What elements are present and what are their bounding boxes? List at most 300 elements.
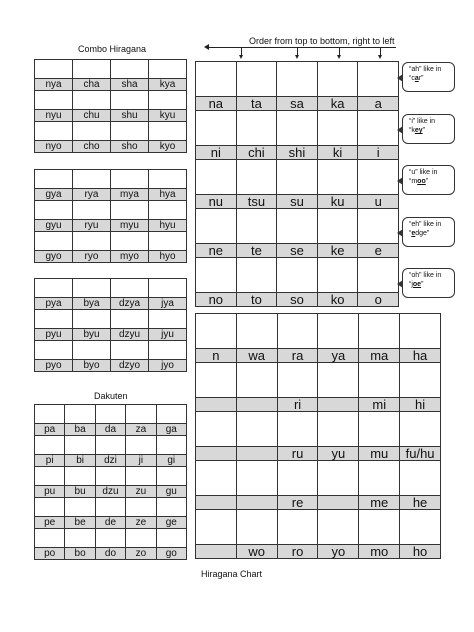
romaji-cell: he	[400, 496, 441, 510]
romaji-cell: te	[236, 244, 277, 258]
blank-cell	[277, 363, 318, 398]
romaji-cell: so	[277, 293, 318, 307]
romaji-cell: myu	[111, 220, 149, 232]
blank-cell	[277, 111, 318, 146]
blank-cell	[111, 60, 149, 79]
blank-cell	[359, 412, 400, 447]
romaji-row	[35, 548, 187, 560]
blank-cell	[317, 258, 358, 293]
romaji-cell: o	[358, 293, 399, 307]
romaji-cell: cha	[73, 79, 111, 91]
romaji-cell	[196, 545, 237, 559]
romaji-row	[196, 293, 399, 307]
romaji-cell: pyu	[35, 329, 73, 341]
blank-cell	[95, 436, 125, 455]
blank-cell	[149, 279, 187, 298]
bubble-pointer	[397, 126, 403, 134]
romaji-cell: myo	[111, 251, 149, 263]
romaji-cell: pyo	[35, 360, 73, 372]
romaji-cell: ji	[126, 455, 156, 467]
romaji-row	[196, 195, 399, 209]
blank-row	[35, 498, 187, 517]
blank-cell	[236, 62, 277, 97]
blank-cell	[35, 405, 65, 424]
romaji-cell: pa	[35, 424, 65, 436]
blank-cell	[65, 436, 95, 455]
blank-cell	[196, 363, 237, 398]
blank-row	[35, 310, 187, 329]
romaji-cell: byo	[73, 360, 111, 372]
blank-cell	[65, 529, 95, 548]
romaji-cell: gya	[35, 189, 73, 201]
blank-row	[196, 461, 441, 496]
romaji-cell: wa	[236, 349, 277, 363]
romaji-row	[35, 110, 187, 122]
romaji-cell: sa	[277, 97, 318, 111]
blank-row	[35, 279, 187, 298]
romaji-row	[35, 189, 187, 201]
blank-row	[35, 529, 187, 548]
romaji-cell: jya	[149, 298, 187, 310]
romaji-cell: jyo	[149, 360, 187, 372]
romaji-cell: mo	[359, 545, 400, 559]
romaji-cell: nyu	[35, 110, 73, 122]
romaji-cell	[236, 447, 277, 461]
romaji-cell	[196, 398, 237, 412]
romaji-cell: chu	[73, 110, 111, 122]
romaji-cell: zu	[126, 486, 156, 498]
romaji-row	[196, 244, 399, 258]
blank-cell	[400, 510, 441, 545]
romaji-cell: ra	[277, 349, 318, 363]
blank-cell	[318, 412, 359, 447]
romaji-cell: ke	[317, 244, 358, 258]
blank-cell	[111, 232, 149, 251]
romaji-cell: bya	[73, 298, 111, 310]
blank-row	[196, 160, 399, 195]
blank-cell	[65, 405, 95, 424]
blank-cell	[35, 310, 73, 329]
blank-row	[35, 232, 187, 251]
blank-cell	[196, 160, 237, 195]
note-text-end: ”	[421, 281, 424, 288]
blank-cell	[73, 60, 111, 79]
romaji-row	[35, 455, 187, 467]
blank-cell	[400, 314, 441, 349]
blank-cell	[73, 170, 111, 189]
blank-cell	[149, 122, 187, 141]
blank-cell	[196, 510, 237, 545]
blank-cell	[149, 201, 187, 220]
romaji-cell: be	[65, 517, 95, 529]
blank-cell	[73, 310, 111, 329]
blank-cell	[65, 467, 95, 486]
romaji-cell: mya	[111, 189, 149, 201]
blank-cell	[196, 258, 237, 293]
note-text-end: ”	[425, 178, 429, 185]
romaji-cell	[318, 496, 359, 510]
blank-cell	[359, 461, 400, 496]
blank-cell	[236, 510, 277, 545]
blank-cell	[236, 209, 277, 244]
blank-cell	[35, 201, 73, 220]
blank-cell	[277, 62, 318, 97]
romaji-cell: su	[277, 195, 318, 209]
romaji-cell: hyo	[149, 251, 187, 263]
romaji-row	[35, 141, 187, 153]
blank-cell	[318, 510, 359, 545]
blank-cell	[277, 160, 318, 195]
note-text: “oh” like in “j	[409, 272, 442, 288]
romaji-row	[35, 298, 187, 310]
romaji-cell: do	[95, 548, 125, 560]
romaji-cell: ro	[277, 545, 318, 559]
vowel-note-bubble	[402, 114, 455, 144]
romaji-row	[196, 398, 441, 412]
romaji-cell: shu	[111, 110, 149, 122]
blank-cell	[35, 436, 65, 455]
romaji-cell: shi	[277, 146, 318, 160]
blank-row	[196, 510, 441, 545]
blank-cell	[358, 209, 399, 244]
romaji-cell: de	[95, 517, 125, 529]
blank-cell	[317, 209, 358, 244]
romaji-cell: dzyo	[111, 360, 149, 372]
blank-cell	[196, 209, 237, 244]
romaji-cell: jyu	[149, 329, 187, 341]
blank-cell	[277, 461, 318, 496]
blank-cell	[35, 170, 73, 189]
romaji-cell: yu	[318, 447, 359, 461]
blank-row	[35, 467, 187, 486]
blank-row	[196, 209, 399, 244]
blank-cell	[111, 91, 149, 110]
blank-cell	[73, 279, 111, 298]
blank-cell	[35, 529, 65, 548]
romaji-cell: pe	[35, 517, 65, 529]
second-table	[195, 313, 441, 559]
romaji-cell: gyo	[35, 251, 73, 263]
romaji-cell: na	[196, 97, 237, 111]
blank-cell	[111, 122, 149, 141]
romaji-cell: to	[236, 293, 277, 307]
blank-cell	[35, 60, 73, 79]
note-text: “eh” like in “	[409, 221, 442, 237]
romaji-cell: mu	[359, 447, 400, 461]
romaji-cell	[236, 398, 277, 412]
romaji-cell: gyu	[35, 220, 73, 232]
romaji-cell: mi	[359, 398, 400, 412]
combo-table-1	[34, 59, 187, 153]
blank-cell	[277, 209, 318, 244]
blank-cell	[277, 314, 318, 349]
blank-cell	[277, 510, 318, 545]
combo-table-3	[34, 278, 187, 372]
romaji-cell: dzya	[111, 298, 149, 310]
blank-cell	[196, 111, 237, 146]
blank-row	[196, 62, 399, 97]
blank-cell	[65, 498, 95, 517]
blank-cell	[35, 498, 65, 517]
romaji-cell: po	[35, 548, 65, 560]
blank-row	[196, 314, 441, 349]
blank-cell	[156, 436, 186, 455]
dakuten-heading: Dakuten	[94, 391, 128, 401]
bubble-pointer	[397, 229, 403, 237]
blank-cell	[149, 60, 187, 79]
romaji-cell	[196, 496, 237, 510]
romaji-cell	[236, 496, 277, 510]
blank-cell	[156, 467, 186, 486]
blank-row	[35, 91, 187, 110]
romaji-cell: ri	[277, 398, 318, 412]
romaji-cell: u	[358, 195, 399, 209]
romaji-row	[196, 349, 441, 363]
romaji-cell: hyu	[149, 220, 187, 232]
romaji-row	[35, 251, 187, 263]
blank-cell	[359, 363, 400, 398]
romaji-cell: cho	[73, 141, 111, 153]
blank-row	[35, 170, 187, 189]
romaji-row	[196, 496, 441, 510]
chart-title: Hiragana Chart	[201, 569, 263, 579]
blank-cell	[111, 341, 149, 360]
blank-cell	[73, 91, 111, 110]
romaji-cell: byu	[73, 329, 111, 341]
blank-cell	[358, 62, 399, 97]
romaji-cell: ho	[400, 545, 441, 559]
blank-cell	[149, 91, 187, 110]
note-emphasis: a	[414, 75, 419, 82]
blank-cell	[236, 314, 277, 349]
blank-cell	[318, 461, 359, 496]
romaji-cell: ko	[317, 293, 358, 307]
romaji-cell: ru	[277, 447, 318, 461]
romaji-cell: sho	[111, 141, 149, 153]
romaji-cell: se	[277, 244, 318, 258]
vowel-note-bubble	[402, 165, 455, 195]
romaji-cell: e	[358, 244, 399, 258]
blank-cell	[236, 412, 277, 447]
romaji-row	[35, 424, 187, 436]
romaji-row	[196, 97, 399, 111]
blank-cell	[156, 405, 186, 424]
romaji-row	[35, 79, 187, 91]
romaji-cell: bi	[65, 455, 95, 467]
blank-row	[35, 201, 187, 220]
blank-cell	[318, 363, 359, 398]
romaji-cell: chi	[236, 146, 277, 160]
romaji-cell: ne	[196, 244, 237, 258]
romaji-row	[35, 360, 187, 372]
romaji-cell: rya	[73, 189, 111, 201]
blank-cell	[400, 363, 441, 398]
blank-cell	[236, 160, 277, 195]
romaji-cell: i	[358, 146, 399, 160]
bubble-pointer	[397, 280, 403, 288]
romaji-cell: re	[277, 496, 318, 510]
romaji-cell: wo	[236, 545, 277, 559]
romaji-cell: gi	[156, 455, 186, 467]
blank-cell	[277, 412, 318, 447]
blank-cell	[111, 279, 149, 298]
romaji-cell: kya	[149, 79, 187, 91]
blank-row	[196, 363, 441, 398]
romaji-cell: pya	[35, 298, 73, 310]
romaji-cell: bo	[65, 548, 95, 560]
romaji-cell: go	[156, 548, 186, 560]
romaji-cell: bu	[65, 486, 95, 498]
main-vowel-table	[195, 61, 399, 307]
romaji-cell: dzi	[95, 455, 125, 467]
combo-heading: Combo Hiragana	[78, 44, 147, 54]
blank-cell	[35, 279, 73, 298]
blank-cell	[317, 111, 358, 146]
blank-cell	[35, 232, 73, 251]
blank-cell	[35, 91, 73, 110]
note-text-end: dge”	[415, 230, 430, 237]
romaji-cell	[318, 398, 359, 412]
romaji-cell: ki	[317, 146, 358, 160]
blank-row	[35, 436, 187, 455]
blank-cell	[236, 258, 277, 293]
blank-cell	[317, 160, 358, 195]
blank-cell	[73, 122, 111, 141]
note-emphasis: oe	[412, 281, 422, 288]
note-text: “i” like in “k	[409, 118, 436, 134]
romaji-cell: hi	[400, 398, 441, 412]
romaji-cell: kyo	[149, 141, 187, 153]
blank-cell	[95, 498, 125, 517]
blank-cell	[400, 412, 441, 447]
blank-cell	[149, 170, 187, 189]
bubble-pointer	[397, 177, 403, 185]
romaji-cell: yo	[318, 545, 359, 559]
blank-cell	[400, 461, 441, 496]
vowel-note-bubble	[402, 62, 455, 92]
blank-row	[196, 111, 399, 146]
romaji-cell: kyu	[149, 110, 187, 122]
blank-cell	[126, 405, 156, 424]
note-text: “u” like in “m	[409, 169, 438, 185]
blank-cell	[196, 412, 237, 447]
blank-row	[35, 405, 187, 424]
blank-cell	[277, 258, 318, 293]
blank-cell	[126, 467, 156, 486]
blank-cell	[35, 341, 73, 360]
romaji-cell: ryu	[73, 220, 111, 232]
romaji-row	[35, 517, 187, 529]
note-text-end: r”	[418, 75, 424, 82]
blank-cell	[358, 258, 399, 293]
blank-cell	[358, 160, 399, 195]
romaji-cell: zo	[126, 548, 156, 560]
blank-cell	[35, 122, 73, 141]
blank-row	[196, 258, 399, 293]
blank-row	[35, 60, 187, 79]
blank-row	[196, 412, 441, 447]
bubble-pointer	[397, 74, 403, 82]
romaji-cell: da	[95, 424, 125, 436]
romaji-cell: ku	[317, 195, 358, 209]
romaji-cell: ryo	[73, 251, 111, 263]
order-heading: Order from top to bottom, right to left	[249, 36, 395, 46]
combo-table-2	[34, 169, 187, 263]
romaji-cell: za	[126, 424, 156, 436]
blank-cell	[73, 341, 111, 360]
romaji-cell: ma	[359, 349, 400, 363]
blank-cell	[73, 201, 111, 220]
romaji-cell: ka	[317, 97, 358, 111]
blank-row	[35, 122, 187, 141]
romaji-cell: pi	[35, 455, 65, 467]
romaji-row	[196, 545, 441, 559]
blank-cell	[318, 314, 359, 349]
blank-cell	[126, 436, 156, 455]
blank-cell	[358, 111, 399, 146]
romaji-row	[196, 146, 399, 160]
blank-cell	[149, 310, 187, 329]
romaji-row	[35, 486, 187, 498]
romaji-cell: a	[358, 97, 399, 111]
blank-cell	[236, 461, 277, 496]
romaji-cell: ge	[156, 517, 186, 529]
blank-cell	[126, 529, 156, 548]
romaji-cell: me	[359, 496, 400, 510]
blank-cell	[196, 461, 237, 496]
dakuten-table	[34, 404, 187, 560]
romaji-cell: dzu	[95, 486, 125, 498]
romaji-cell: gu	[156, 486, 186, 498]
blank-row	[35, 341, 187, 360]
romaji-cell: tsu	[236, 195, 277, 209]
romaji-cell: no	[196, 293, 237, 307]
romaji-cell: ta	[236, 97, 277, 111]
blank-cell	[236, 111, 277, 146]
blank-cell	[35, 467, 65, 486]
romaji-cell: ga	[156, 424, 186, 436]
blank-cell	[359, 314, 400, 349]
romaji-row	[196, 447, 441, 461]
romaji-cell: sha	[111, 79, 149, 91]
blank-cell	[149, 232, 187, 251]
blank-cell	[95, 529, 125, 548]
note-text-end: ”	[422, 127, 425, 134]
note-emphasis: oo	[417, 178, 426, 185]
romaji-cell	[196, 447, 237, 461]
vowel-note-bubble	[402, 217, 455, 247]
blank-cell	[73, 232, 111, 251]
romaji-cell: pu	[35, 486, 65, 498]
romaji-row	[35, 329, 187, 341]
romaji-cell: fu/hu	[400, 447, 441, 461]
blank-cell	[359, 510, 400, 545]
romaji-cell: ya	[318, 349, 359, 363]
blank-cell	[111, 201, 149, 220]
romaji-cell: nya	[35, 79, 73, 91]
romaji-cell: nu	[196, 195, 237, 209]
romaji-cell: dzyu	[111, 329, 149, 341]
romaji-cell: hya	[149, 189, 187, 201]
blank-cell	[156, 529, 186, 548]
romaji-cell: nyo	[35, 141, 73, 153]
romaji-cell: ha	[400, 349, 441, 363]
blank-cell	[126, 498, 156, 517]
blank-cell	[149, 341, 187, 360]
romaji-cell: n	[196, 349, 237, 363]
blank-cell	[95, 405, 125, 424]
romaji-cell: ze	[126, 517, 156, 529]
